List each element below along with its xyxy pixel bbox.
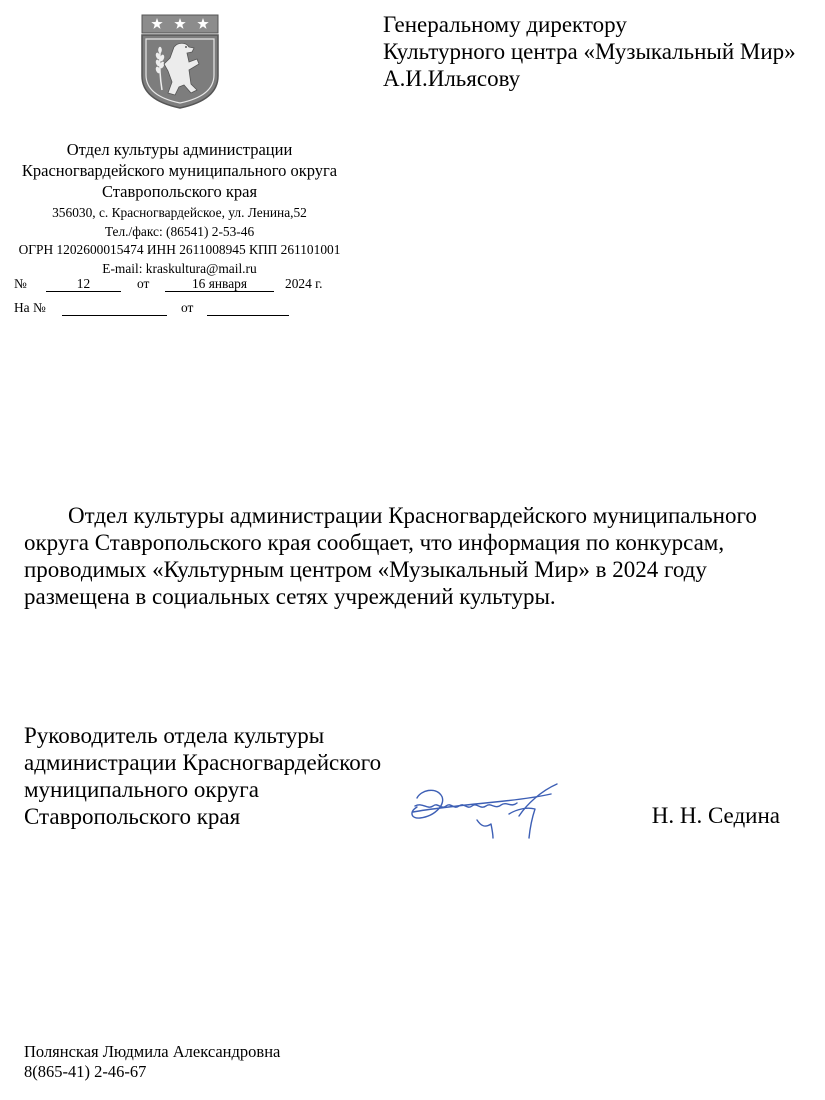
coat-of-arms-icon (140, 14, 220, 109)
document-year: 2024 г. (285, 276, 323, 291)
signer-title-line: муниципального округа (24, 777, 259, 802)
org-registry-codes: ОГРН 1202600015474 ИНН 2611008945 КПП 261101001 (18, 242, 341, 257)
addressee-organization: Культурного центра «Музыкальный Мир» (383, 39, 796, 64)
org-name-line: Ставропольского края (101, 182, 258, 201)
reply-reference (0, 300, 340, 316)
body-line: Отдел культуры администрации Красногвардейского муниципального (68, 503, 757, 528)
reply-number-blank (62, 300, 167, 316)
letterhead (10, 139, 349, 278)
reply-number-label: На № (14, 300, 46, 315)
document-number: 12 (46, 276, 121, 292)
handwritten-signature (405, 778, 565, 842)
outgoing-reference (0, 276, 340, 292)
number-label: № (14, 276, 27, 291)
addressee-name: А.И.Ильясову (383, 66, 521, 91)
addressee-position: Генеральному директору (383, 12, 627, 37)
body-line: округа Ставропольского края сообщает, что информация по конкурсам, (24, 530, 725, 555)
org-email: E-mail: kraskultura@mail.ru (102, 260, 257, 276)
signer-title (24, 722, 381, 830)
org-requisites (10, 204, 349, 278)
document-date: 16 января (165, 276, 274, 292)
org-address: 356030, с. Красногвардейское, ул. Ленина,52 (52, 205, 307, 220)
org-name-line: Красногвардейского муниципального округа (21, 161, 338, 180)
executor-phone: 8(865-41) 2-46-67 (24, 1061, 147, 1081)
date-label: от (137, 276, 150, 291)
reply-date-blank (207, 300, 289, 316)
signer-title-line: Ставропольского края (24, 804, 241, 829)
org-name-line: Отдел культуры администрации (66, 140, 293, 159)
signer-title-line: администрации Красногвардейского (24, 750, 382, 775)
body-line: проводимых «Культурным центром «Музыкальный Мир» в 2024 году (24, 557, 707, 582)
executor-info (24, 1042, 280, 1081)
signer-title-line: Руководитель отдела культуры (24, 723, 325, 748)
body-line: размещена в социальных сетях учреждений культуры. (24, 584, 556, 609)
signer-name: Н. Н. Седина (651, 803, 780, 828)
executor-name: Полянская Людмила Александровна (24, 1042, 281, 1061)
org-phone: Тел./факс: (86541) 2-53-46 (104, 223, 255, 239)
letter-body (24, 502, 804, 610)
addressee-block (383, 11, 796, 92)
reply-date-label: от (181, 300, 194, 315)
